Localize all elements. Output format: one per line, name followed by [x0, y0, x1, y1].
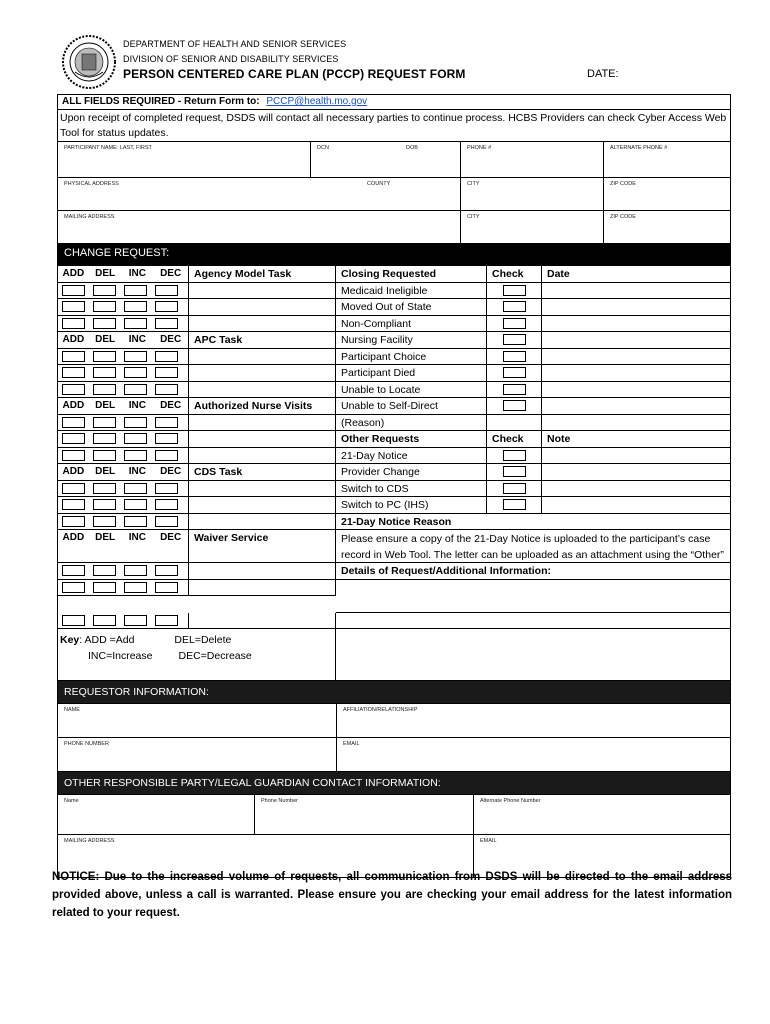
guardian-alt-phone-label: Alternate Phone Number	[480, 798, 541, 804]
change-type-col-header: DEC	[160, 334, 182, 345]
date-label: DATE:	[587, 68, 619, 80]
change-type-checkbox[interactable]	[93, 318, 116, 329]
mailing-city-label: CITY	[467, 214, 480, 220]
change-type-checkbox[interactable]	[124, 417, 147, 428]
change-type-checkbox[interactable]	[62, 301, 85, 312]
request-form	[57, 94, 731, 878]
check-col-header: Check	[487, 266, 542, 283]
alt-phone-field[interactable]	[603, 142, 732, 177]
alt-phone-label: ALTERNATE PHONE #	[610, 145, 668, 151]
check-cell[interactable]	[487, 332, 542, 349]
value-cell[interactable]	[542, 349, 730, 366]
task-blank	[189, 613, 336, 630]
check-box[interactable]	[503, 301, 526, 312]
change-type-checkbox[interactable]	[62, 516, 85, 527]
change-type-checkbox[interactable]	[124, 516, 147, 527]
change-type-checkbox[interactable]	[93, 499, 116, 510]
check-cell[interactable]	[487, 448, 542, 465]
check-cell[interactable]	[487, 365, 542, 382]
check-box[interactable]	[503, 318, 526, 329]
value-cell[interactable]	[542, 382, 730, 399]
check-box[interactable]	[503, 384, 526, 395]
check-cell[interactable]	[487, 349, 542, 366]
change-type-checkbox[interactable]	[155, 450, 178, 461]
change-type-boxes	[58, 514, 189, 531]
check-box[interactable]	[503, 351, 526, 362]
value-cell[interactable]	[542, 332, 730, 349]
change-type-checkbox[interactable]	[93, 582, 116, 593]
change-type-checkbox[interactable]	[124, 582, 147, 593]
check-cell[interactable]	[487, 299, 542, 316]
phone-field[interactable]	[460, 142, 603, 177]
value-cell[interactable]	[542, 365, 730, 382]
change-type-checkbox[interactable]	[124, 367, 147, 378]
change-type-checkbox[interactable]	[155, 433, 178, 444]
change-type-checkbox[interactable]	[155, 351, 178, 362]
requestor-row-2	[58, 738, 730, 772]
change-type-checkbox[interactable]	[62, 351, 85, 362]
task-blank	[189, 349, 336, 366]
request-item-label: Switch to CDS	[336, 481, 487, 498]
blank	[336, 580, 730, 613]
change-type-col-header: DEL	[95, 334, 116, 345]
change-type-checkbox[interactable]	[93, 615, 116, 626]
check-cell[interactable]	[487, 481, 542, 498]
request-item-label: Moved Out of State	[336, 299, 487, 316]
request-item-label: Switch to PC (IHS)	[336, 497, 487, 514]
task-blank	[189, 580, 336, 597]
form-title: PERSON CENTERED CARE PLAN (PCCP) REQUEST FORM	[123, 67, 466, 81]
requestor-title: REQUESTOR INFORMATION:	[64, 686, 209, 698]
change-type-checkbox[interactable]	[62, 285, 85, 296]
participant-name-label: PARTICIPANT NAME: LAST, FIRST	[64, 145, 152, 151]
request-item-label: Unable to Locate	[336, 382, 487, 399]
change-type-checkbox[interactable]	[62, 318, 85, 329]
change-type-col-header: ADD	[62, 268, 85, 279]
change-type-checkbox[interactable]	[93, 285, 116, 296]
task-blank	[189, 431, 336, 448]
notice-reason-text-a: Please ensure a copy of the 21-Day Notice is uploaded to the participant’s case record in Web Tool. The letter can be uploaded as an attachment using the “Other”	[341, 533, 724, 561]
task-blank	[189, 299, 336, 316]
change-type-boxes	[58, 481, 189, 498]
change-type-checkbox[interactable]	[62, 417, 85, 428]
change-type-checkbox[interactable]	[93, 351, 116, 362]
date-col-header: Note	[542, 431, 730, 448]
task-blank	[189, 481, 336, 498]
change-type-checkbox[interactable]	[62, 565, 85, 576]
participant-name-field[interactable]	[58, 142, 310, 177]
change-type-checkbox[interactable]	[124, 565, 147, 576]
check-cell[interactable]	[487, 464, 542, 481]
change-type-checkbox[interactable]	[155, 285, 178, 296]
check-cell[interactable]	[487, 283, 542, 300]
guardian-alt-phone-field[interactable]	[473, 795, 732, 834]
guardian-mailing-label: MAILING ADDRESS	[64, 838, 115, 844]
change-type-checkbox[interactable]	[155, 384, 178, 395]
value-cell[interactable]	[542, 415, 730, 432]
requestor-phone-label: PHONE NUMBER	[64, 741, 109, 747]
requestor-row-1	[58, 704, 730, 738]
participant-row-3	[58, 211, 730, 244]
zip-field[interactable]	[603, 178, 732, 210]
request-item-label: Closing Requested	[336, 266, 487, 283]
requestor-phone-field[interactable]	[58, 738, 336, 771]
instructions-row	[58, 110, 730, 142]
change-type-boxes	[58, 431, 189, 448]
task-blank	[189, 448, 336, 465]
change-type-boxes	[58, 299, 189, 316]
request-item-label: Participant Died	[336, 365, 487, 382]
guardian-phone-label: Phone Number	[261, 798, 298, 804]
requestor-email-field[interactable]	[336, 738, 732, 771]
notice-reason-text	[336, 530, 730, 563]
guardian-email-label: EMAIL	[480, 838, 497, 844]
guardian-header	[58, 772, 730, 795]
requestor-email-label: EMAIL	[343, 741, 360, 747]
key-row	[58, 629, 730, 680]
value-cell[interactable]	[542, 398, 730, 415]
change-type-checkbox[interactable]	[155, 301, 178, 312]
key-label: Key	[60, 634, 80, 646]
request-item-label: Unable to Self-Direct	[336, 398, 487, 415]
key-legend	[58, 629, 336, 680]
mailing-address-label: MAILING ADDRESS	[64, 214, 115, 220]
change-type-col-header: ADD	[62, 532, 85, 543]
change-type-checkbox[interactable]	[62, 615, 85, 626]
change-type-checkbox[interactable]	[93, 301, 116, 312]
task-blank	[189, 283, 336, 300]
change-type-checkbox[interactable]	[124, 483, 147, 494]
value-cell[interactable]	[542, 481, 730, 498]
check-box[interactable]	[503, 450, 526, 461]
notice-text: NOTICE: Due to the increased volume of requests, all communication from DSDS will be directed to the email address provided above, unless a call is warranted. Please ensure you are checking your email address for the latest information related to your request.	[52, 871, 732, 919]
change-type-checkbox[interactable]	[93, 516, 116, 527]
phone-label: PHONE #	[467, 145, 492, 151]
task-name: APC Task	[189, 332, 336, 349]
check-col-header: Check	[487, 431, 542, 448]
change-type-checkbox[interactable]	[62, 433, 85, 444]
key-del: DEL=Delete	[174, 634, 232, 646]
value-cell[interactable]	[542, 283, 730, 300]
physical-address-field[interactable]	[58, 178, 361, 210]
value-cell[interactable]	[542, 316, 730, 333]
request-item-label: Non-Compliant	[336, 316, 487, 333]
check-cell	[487, 415, 542, 432]
guardian-row-1	[58, 795, 730, 835]
change-type-boxes	[58, 613, 189, 630]
change-type-checkbox[interactable]	[93, 367, 116, 378]
section-title: 21-Day Notice Reason	[336, 514, 730, 531]
change-type-col-header: DEL	[95, 400, 116, 411]
city-field[interactable]	[460, 178, 603, 210]
change-type-col-header: INC	[128, 532, 146, 543]
change-type-checkbox[interactable]	[155, 615, 178, 626]
change-type-boxes	[58, 415, 189, 432]
change-type-boxes	[58, 563, 189, 580]
county-label: COUNTY	[367, 181, 391, 187]
change-type-checkbox[interactable]	[155, 582, 178, 593]
change-type-checkbox[interactable]	[62, 384, 85, 395]
mailing-city-field[interactable]	[460, 211, 603, 243]
task-blank	[189, 415, 336, 432]
value-cell[interactable]	[542, 299, 730, 316]
participant-row-2	[58, 178, 730, 211]
physical-address-label: PHYSICAL ADDRESS	[64, 181, 119, 187]
change-type-checkbox[interactable]	[155, 516, 178, 527]
check-cell[interactable]	[487, 382, 542, 399]
guardian-name-field[interactable]	[58, 795, 254, 834]
check-box[interactable]	[503, 400, 526, 411]
county-field[interactable]	[361, 178, 460, 210]
change-type-headers	[58, 464, 189, 481]
change-type-boxes	[58, 349, 189, 366]
change-type-checkbox[interactable]	[62, 582, 85, 593]
change-type-headers	[58, 266, 189, 283]
return-email-link[interactable]: PCCP@health.mo.gov	[266, 96, 368, 107]
change-type-col-header: DEL	[95, 466, 116, 477]
change-type-boxes	[58, 316, 189, 333]
change-type-checkbox[interactable]	[124, 615, 147, 626]
required-label: ALL FIELDS REQUIRED - Return Form to:	[62, 96, 260, 107]
change-type-col-header: DEC	[160, 268, 182, 279]
key-dec: DEC=Decrease	[178, 650, 252, 662]
check-box[interactable]	[503, 499, 526, 510]
check-cell[interactable]	[487, 497, 542, 514]
change-type-col-header: INC	[128, 466, 146, 477]
change-type-checkbox[interactable]	[124, 318, 147, 329]
change-type-boxes	[58, 448, 189, 465]
guardian-title: OTHER RESPONSIBLE PARTY/LEGAL GUARDIAN CONTACT INFORMATION:	[64, 777, 441, 789]
request-item-label: 21-Day Notice	[336, 448, 487, 465]
change-type-checkbox[interactable]	[124, 384, 147, 395]
task-blank	[189, 563, 336, 580]
change-type-checkbox[interactable]	[124, 450, 147, 461]
task-blank	[189, 497, 336, 514]
request-item-label: Nursing Facility	[336, 332, 487, 349]
change-type-headers	[58, 398, 189, 415]
mailing-address-field[interactable]	[58, 211, 460, 243]
requestor-header	[58, 681, 730, 704]
division-name: DIVISION OF SENIOR AND DISABILITY SERVICES	[123, 54, 339, 64]
change-type-checkbox[interactable]	[124, 351, 147, 362]
check-box[interactable]	[503, 466, 526, 477]
dcn-label: DCN	[317, 145, 329, 151]
dcn-field[interactable]	[310, 142, 400, 177]
required-row	[58, 95, 730, 110]
change-type-checkbox[interactable]	[93, 384, 116, 395]
change-type-checkbox[interactable]	[155, 417, 178, 428]
change-type-checkbox[interactable]	[155, 565, 178, 576]
change-type-checkbox[interactable]	[124, 499, 147, 510]
request-item-label: (Reason)	[336, 415, 487, 432]
task-name: Waiver Service	[189, 530, 336, 563]
change-type-checkbox[interactable]	[124, 433, 147, 444]
change-type-col-header: DEC	[160, 400, 182, 411]
change-type-checkbox[interactable]	[62, 499, 85, 510]
participant-row-1	[58, 142, 730, 178]
check-box[interactable]	[503, 483, 526, 494]
section-title: Details of Request/Additional Information:	[336, 563, 730, 580]
change-type-checkbox[interactable]	[93, 417, 116, 428]
dob-label: DOB	[406, 145, 418, 151]
change-type-col-header: INC	[128, 268, 146, 279]
value-cell[interactable]	[542, 497, 730, 514]
change-type-checkbox[interactable]	[62, 367, 85, 378]
change-type-checkbox[interactable]	[155, 367, 178, 378]
form-header	[57, 34, 737, 92]
key-add: : ADD =Add	[79, 634, 135, 646]
task-name: Authorized Nurse Visits	[189, 398, 336, 415]
change-request-title: CHANGE REQUEST:	[64, 247, 170, 259]
task-blank	[189, 382, 336, 399]
change-type-col-header: DEC	[160, 532, 182, 543]
requestor-name-field[interactable]	[58, 704, 336, 737]
check-box[interactable]	[503, 367, 526, 378]
change-type-col-header: ADD	[62, 466, 85, 477]
task-blank	[189, 365, 336, 382]
request-item-label: Participant Choice	[336, 349, 487, 366]
change-request-grid	[58, 266, 730, 681]
change-type-checkbox[interactable]	[93, 565, 116, 576]
change-type-col-header: DEL	[95, 268, 116, 279]
change-type-boxes	[58, 497, 189, 514]
check-cell[interactable]	[487, 398, 542, 415]
change-type-col-header: INC	[128, 334, 146, 345]
change-type-checkbox[interactable]	[155, 318, 178, 329]
instructions-text: Upon receipt of completed request, DSDS will contact all necessary parties to continue process. HCBS Providers can check Cyber Access Web Tool for status updates.	[60, 112, 727, 139]
zip-label: ZIP CODE	[610, 181, 636, 187]
task-name: Agency Model Task	[189, 266, 336, 283]
dob-field[interactable]	[400, 142, 460, 177]
change-type-boxes	[58, 580, 189, 597]
affiliation-label: AFFILIATION/RELATIONSHIP	[343, 707, 418, 713]
blank	[336, 613, 730, 630]
change-type-col-header: DEC	[160, 466, 182, 477]
change-type-checkbox[interactable]	[93, 450, 116, 461]
change-type-checkbox[interactable]	[93, 433, 116, 444]
change-type-boxes	[58, 382, 189, 399]
request-item-label: Provider Change	[336, 464, 487, 481]
change-type-checkbox[interactable]	[62, 450, 85, 461]
change-type-checkbox[interactable]	[155, 499, 178, 510]
details-area[interactable]	[336, 629, 730, 680]
guardian-phone-field[interactable]	[254, 795, 473, 834]
date-col-header: Date	[542, 266, 730, 283]
state-seal-icon	[61, 34, 117, 90]
department-name: DEPARTMENT OF HEALTH AND SENIOR SERVICES	[123, 39, 347, 49]
mailing-zip-field[interactable]	[603, 211, 732, 243]
check-cell[interactable]	[487, 316, 542, 333]
task-name: CDS Task	[189, 464, 336, 481]
city-label: CITY	[467, 181, 480, 187]
task-blank	[189, 316, 336, 333]
guardian-name-label: Name	[64, 798, 79, 804]
change-type-checkbox[interactable]	[124, 285, 147, 296]
change-type-col-header: ADD	[62, 400, 85, 411]
task-blank	[189, 514, 336, 531]
change-type-col-header: DEL	[95, 532, 116, 543]
change-type-col-header: INC	[128, 400, 146, 411]
request-item-label: Medicaid Ineligible	[336, 283, 487, 300]
value-cell[interactable]	[542, 464, 730, 481]
change-type-col-header: ADD	[62, 334, 85, 345]
change-type-checkbox[interactable]	[124, 301, 147, 312]
change-type-checkbox[interactable]	[62, 483, 85, 494]
mailing-zip-label: ZIP CODE	[610, 214, 636, 220]
change-request-table	[58, 266, 730, 629]
change-type-headers	[58, 332, 189, 349]
change-request-header	[58, 244, 730, 266]
key-inc: INC=Increase	[88, 650, 153, 662]
check-box[interactable]	[503, 334, 526, 345]
change-type-checkbox[interactable]	[93, 483, 116, 494]
affiliation-field[interactable]	[336, 704, 732, 737]
requestor-name-label: NAME	[64, 707, 80, 713]
check-box[interactable]	[503, 285, 526, 296]
change-type-boxes	[58, 283, 189, 300]
change-type-boxes	[58, 365, 189, 382]
change-type-checkbox[interactable]	[155, 483, 178, 494]
change-type-headers	[58, 530, 189, 563]
value-cell[interactable]	[542, 448, 730, 465]
request-item-label: Other Requests	[336, 431, 487, 448]
